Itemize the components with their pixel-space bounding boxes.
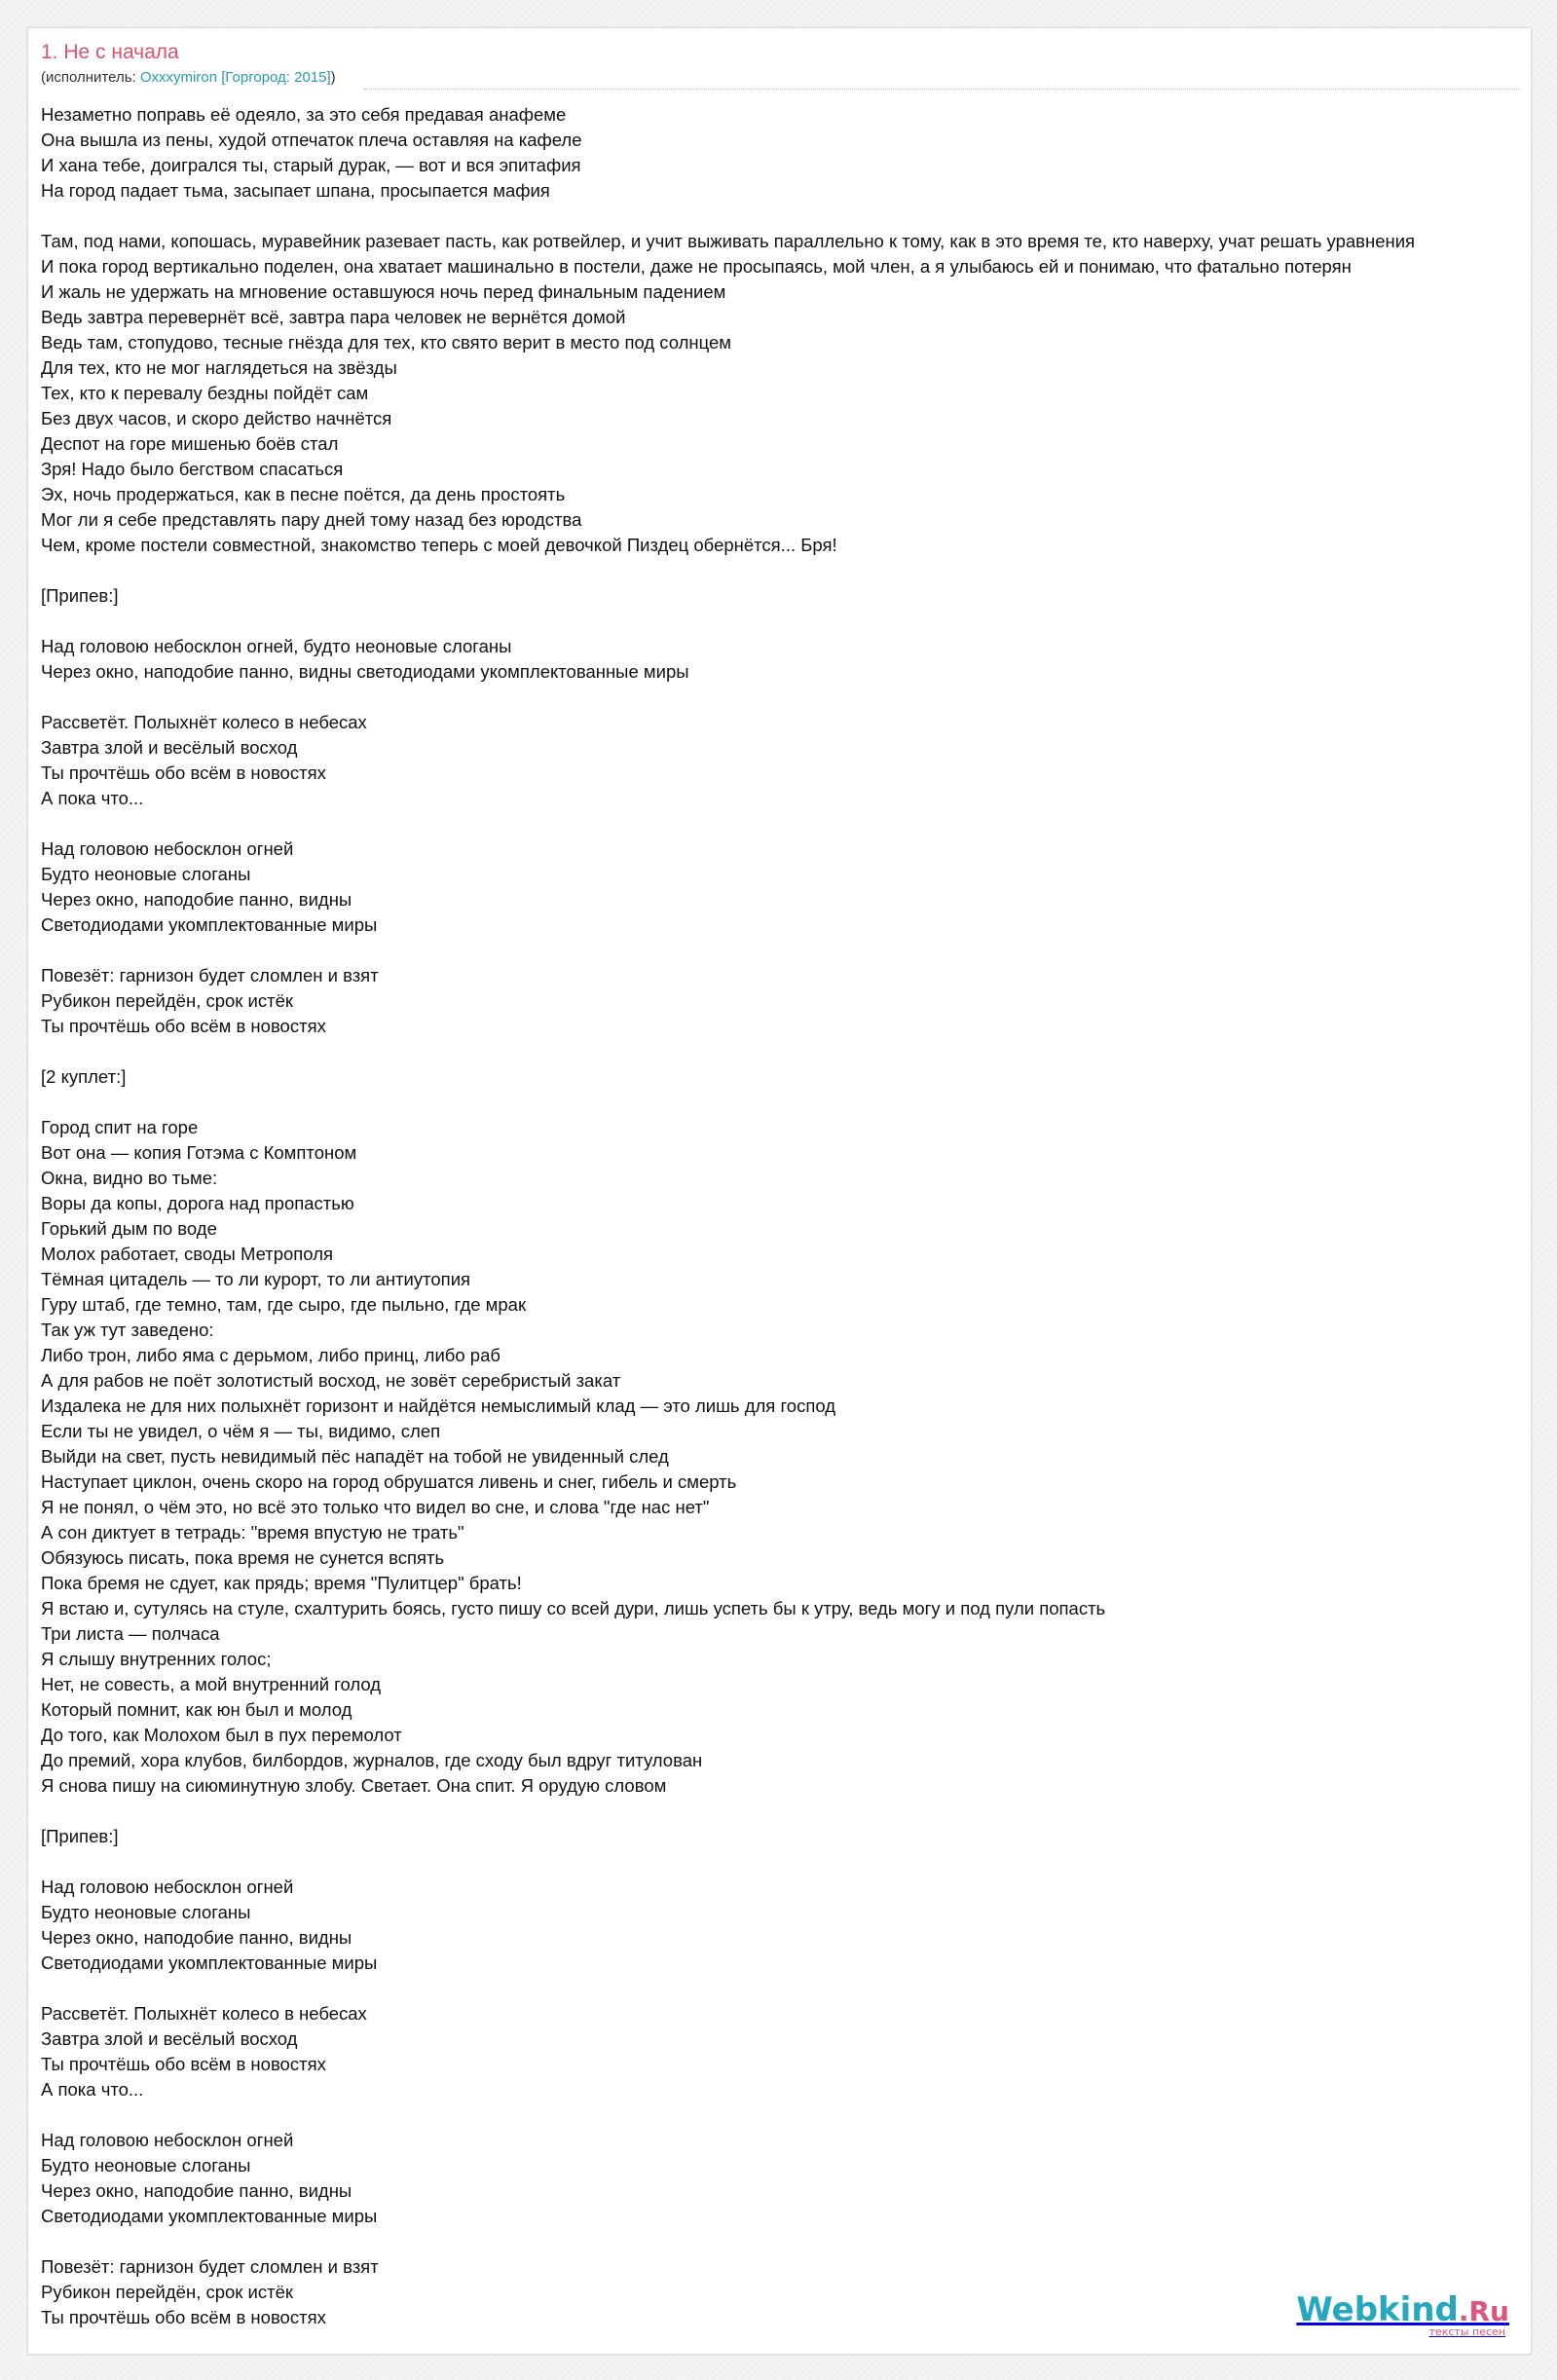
lyric-line: А для рабов не поёт золотистый восход, не зовёт серебристый закат bbox=[41, 1370, 621, 1391]
lyric-line: Незаметно поправь её одеяло, за это себя предавая анафеме bbox=[41, 104, 567, 125]
lyric-line: Завтра злой и весёлый восход bbox=[41, 737, 298, 758]
lyric-line: Тёмная цитадель — то ли курорт, то ли антиутопия bbox=[41, 1269, 471, 1289]
lyric-line bbox=[41, 204, 1532, 229]
song-title: 1. Не с начала bbox=[41, 41, 179, 63]
lyric-line: Чем, кроме постели совместной, знакомство теперь с моей девочкой Пиздец обернётся... Бря! bbox=[41, 535, 837, 555]
logo-tagline: тексты песен bbox=[1428, 2325, 1505, 2338]
lyric-line: Я слышу внутренних голос; bbox=[41, 1649, 272, 1669]
lyric-line: Я снова пишу на сиюминутную злобу. Светает. Она спит. Я орудую словом bbox=[41, 1775, 667, 1796]
lyric-line: Ведь там, стопудово, тесные гнёзда для тех, кто свято верит в место под солнцем bbox=[41, 332, 732, 353]
lyric-line bbox=[41, 811, 1532, 837]
performer-prefix: (исполнитель: bbox=[41, 69, 140, 86]
lyric-line: Наступает циклон, очень скоро на город обрушатся ливень и снег, гибель и смерть bbox=[41, 1471, 737, 1492]
lyric-line: Три листа — полчаса bbox=[41, 1623, 220, 1644]
lyric-line: Если ты не увидел, о чём я — ты, видимо, слеп bbox=[41, 1421, 441, 1441]
lyric-line: [Припев:] bbox=[41, 585, 119, 606]
lyric-line: Тех, кто к перевалу бездны пойдёт сам bbox=[41, 383, 369, 403]
lyric-line: Горький дым по воде bbox=[41, 1218, 217, 1239]
lyric-line: Она вышла из пены, худой отпечаток плеча оставляя на кафеле bbox=[41, 130, 582, 150]
lyric-line: И хана тебе, доигрался ты, старый дурак, — вот и вся эпитафия bbox=[41, 155, 581, 175]
lyric-line: Там, под нами, копошась, муравейник разевает пасть, как ротвейлер, и учит выживать параллельно к тому, как в это время те, кто наверху, учат решать уравнения bbox=[41, 231, 1416, 251]
lyric-line: Ты прочтёшь обо всём в новостях bbox=[41, 762, 326, 783]
lyrics-card bbox=[27, 27, 1532, 2355]
lyric-line: Город спит на горе bbox=[41, 1117, 199, 1137]
performer-line bbox=[41, 69, 336, 87]
lyric-line: Рассветёт. Полыхнёт колесо в небесах bbox=[41, 2003, 367, 2024]
lyric-line: Завтра злой и весёлый восход bbox=[41, 2028, 298, 2049]
lyric-line: Светодиодами укомплектованные миры bbox=[41, 2206, 378, 2226]
artist-link[interactable]: Oxxxymiron bbox=[139, 69, 218, 86]
lyric-line: И жаль не удержать на мгновение оставшуюся ночь перед финальным падением bbox=[41, 281, 726, 302]
lyric-line bbox=[41, 685, 1532, 710]
lyric-line: Мог ли я себе представлять пару дней тому назад без юродства bbox=[41, 509, 582, 530]
lyric-line: Через окно, наподобие панно, видны bbox=[41, 2180, 352, 2201]
lyric-line: Окна, видно во тьме: bbox=[41, 1168, 218, 1188]
logo-tld: .Ru bbox=[1458, 2295, 1509, 2327]
lyric-line: Будто неоновые слоганы bbox=[41, 1902, 251, 1922]
lyric-line bbox=[41, 1090, 1532, 1115]
lyric-line: Который помнит, как юн был и молод bbox=[41, 1699, 352, 1720]
lyric-line bbox=[41, 2102, 1532, 2128]
lyric-line: Для тех, кто не мог наглядеться на звёзды bbox=[41, 357, 397, 378]
lyric-line: Через окно, наподобие панно, видны светодиодами укомплектованные миры bbox=[41, 661, 689, 682]
lyric-line: Ведь завтра перевернёт всё, завтра пара человек не вернётся домой bbox=[41, 307, 626, 327]
lyric-line: А сон диктует в тетрадь: "время впустую не трать" bbox=[41, 1522, 464, 1543]
lyric-line: Воры да копы, дорога над пропастью bbox=[41, 1193, 354, 1213]
lyric-line: Рубикон перейдён, срок истёк bbox=[41, 990, 293, 1011]
lyric-line: Я не понял, о чём это, но всё это только что видел во сне, и слова "где нас нет" bbox=[41, 1497, 710, 1517]
lyric-line: Над головою небосклон огней bbox=[41, 1877, 294, 1897]
lyric-line: До премий, хора клубов, билбордов, журналов, где сходу был вдруг титулован bbox=[41, 1750, 703, 1770]
lyric-line: Повезёт: гарнизон будет сломлен и взят bbox=[41, 965, 379, 985]
lyric-line bbox=[41, 558, 1532, 583]
lyric-line: Эх, ночь продержаться, как в песне поётся, да день простоять bbox=[41, 484, 566, 504]
lyric-line bbox=[41, 1039, 1532, 1064]
lyric-line: Рассветёт. Полыхнёт колесо в небесах bbox=[41, 712, 367, 732]
lyric-line: Ты прочтёшь обо всём в новостях bbox=[41, 2307, 326, 2327]
lyric-line bbox=[41, 609, 1532, 634]
lyric-line: Пока бремя не сдует, как прядь; время "Пулитцер" брать! bbox=[41, 1573, 522, 1593]
lyric-line: Выйди на свет, пусть невидимый пёс нападёт на тобой не увиденный след bbox=[41, 1446, 669, 1467]
lyric-line: Вот она — копия Готэма с Комптоном bbox=[41, 1142, 357, 1163]
lyric-line bbox=[41, 1849, 1532, 1875]
logo-brand: Webkind bbox=[1296, 2290, 1459, 2329]
lyric-line: А пока что... bbox=[41, 788, 144, 808]
lyric-line: Нет, не совесть, а мой внутренний голод bbox=[41, 1674, 382, 1694]
lyric-line: Молох работает, своды Метрополя bbox=[41, 1244, 334, 1264]
lyric-line: Светодиодами укомплектованные миры bbox=[41, 1952, 378, 1973]
lyric-line: Над головою небосклон огней, будто неоновые слоганы bbox=[41, 636, 512, 656]
lyric-line: Через окно, наподобие панно, видны bbox=[41, 1927, 352, 1948]
lyric-line: Через окно, наподобие панно, видны bbox=[41, 889, 352, 910]
lyric-line: Светодиодами укомплектованные миры bbox=[41, 914, 378, 935]
lyric-line bbox=[41, 1799, 1532, 1824]
lyric-line: Рубикон перейдён, срок истёк bbox=[41, 2282, 293, 2302]
lyrics-text bbox=[41, 102, 1532, 2330]
lyric-line: Издалека не для них полыхнёт горизонт и найдётся немыслимый клад — это лишь для господ bbox=[41, 1395, 836, 1416]
lyric-line: Над головою небосклон огней bbox=[41, 2130, 294, 2150]
lyric-line: Зря! Надо было бегством спасаться bbox=[41, 459, 344, 479]
lyric-line: Над головою небосклон огней bbox=[41, 838, 294, 859]
performer-suffix: ) bbox=[330, 69, 336, 86]
album-link[interactable]: [Горгород: 2015] bbox=[221, 69, 331, 86]
lyric-line: Либо трон, либо яма с дерьмом, либо принц, либо раб bbox=[41, 1345, 500, 1365]
lyric-line: Обязуюсь писать, пока время не сунется вспять bbox=[41, 1547, 445, 1568]
lyric-line: Так уж тут заведено: bbox=[41, 1320, 214, 1340]
lyric-line: Деспот на горе мишенью боёв стал bbox=[41, 433, 339, 454]
lyric-line: Без двух часов, и скоро действо начнётся bbox=[41, 408, 392, 428]
lyric-line: Будто неоновые слоганы bbox=[41, 2155, 251, 2175]
lyric-line bbox=[41, 938, 1532, 963]
lyric-line bbox=[41, 1976, 1532, 2001]
lyric-line: Гуру штаб, где темно, там, где сыро, где пыльно, где мрак bbox=[41, 1294, 527, 1315]
lyric-line: И пока город вертикально поделен, она хватает машинально в постели, даже не просыпаясь, мой член, а я улыбаюсь ей и понимаю, что фатально потерян bbox=[41, 256, 1352, 277]
lyric-line: Будто неоновые слоганы bbox=[41, 864, 251, 884]
lyric-line: На город падает тьма, засыпает шпана, просыпается мафия bbox=[41, 180, 550, 201]
lyric-line: Я встаю и, сутулясь на стуле, схалтурить боясь, густо пишу со всей дури, лишь успеть бы к утру, ведь могу и под пули попасть bbox=[41, 1598, 1106, 1618]
lyric-line bbox=[41, 2229, 1532, 2254]
lyric-line: [Припев:] bbox=[41, 1826, 119, 1846]
lyric-line: До того, как Молохом был в пух перемолот bbox=[41, 1725, 402, 1745]
header-divider bbox=[364, 89, 1521, 90]
lyric-line: А пока что... bbox=[41, 2079, 144, 2100]
site-logo[interactable] bbox=[1296, 2290, 1509, 2338]
lyric-line: [2 куплет:] bbox=[41, 1066, 127, 1087]
lyric-line: Повезёт: гарнизон будет сломлен и взят bbox=[41, 2256, 379, 2277]
lyric-line: Ты прочтёшь обо всём в новостях bbox=[41, 2054, 326, 2074]
lyric-line: Ты прочтёшь обо всём в новостях bbox=[41, 1016, 326, 1036]
